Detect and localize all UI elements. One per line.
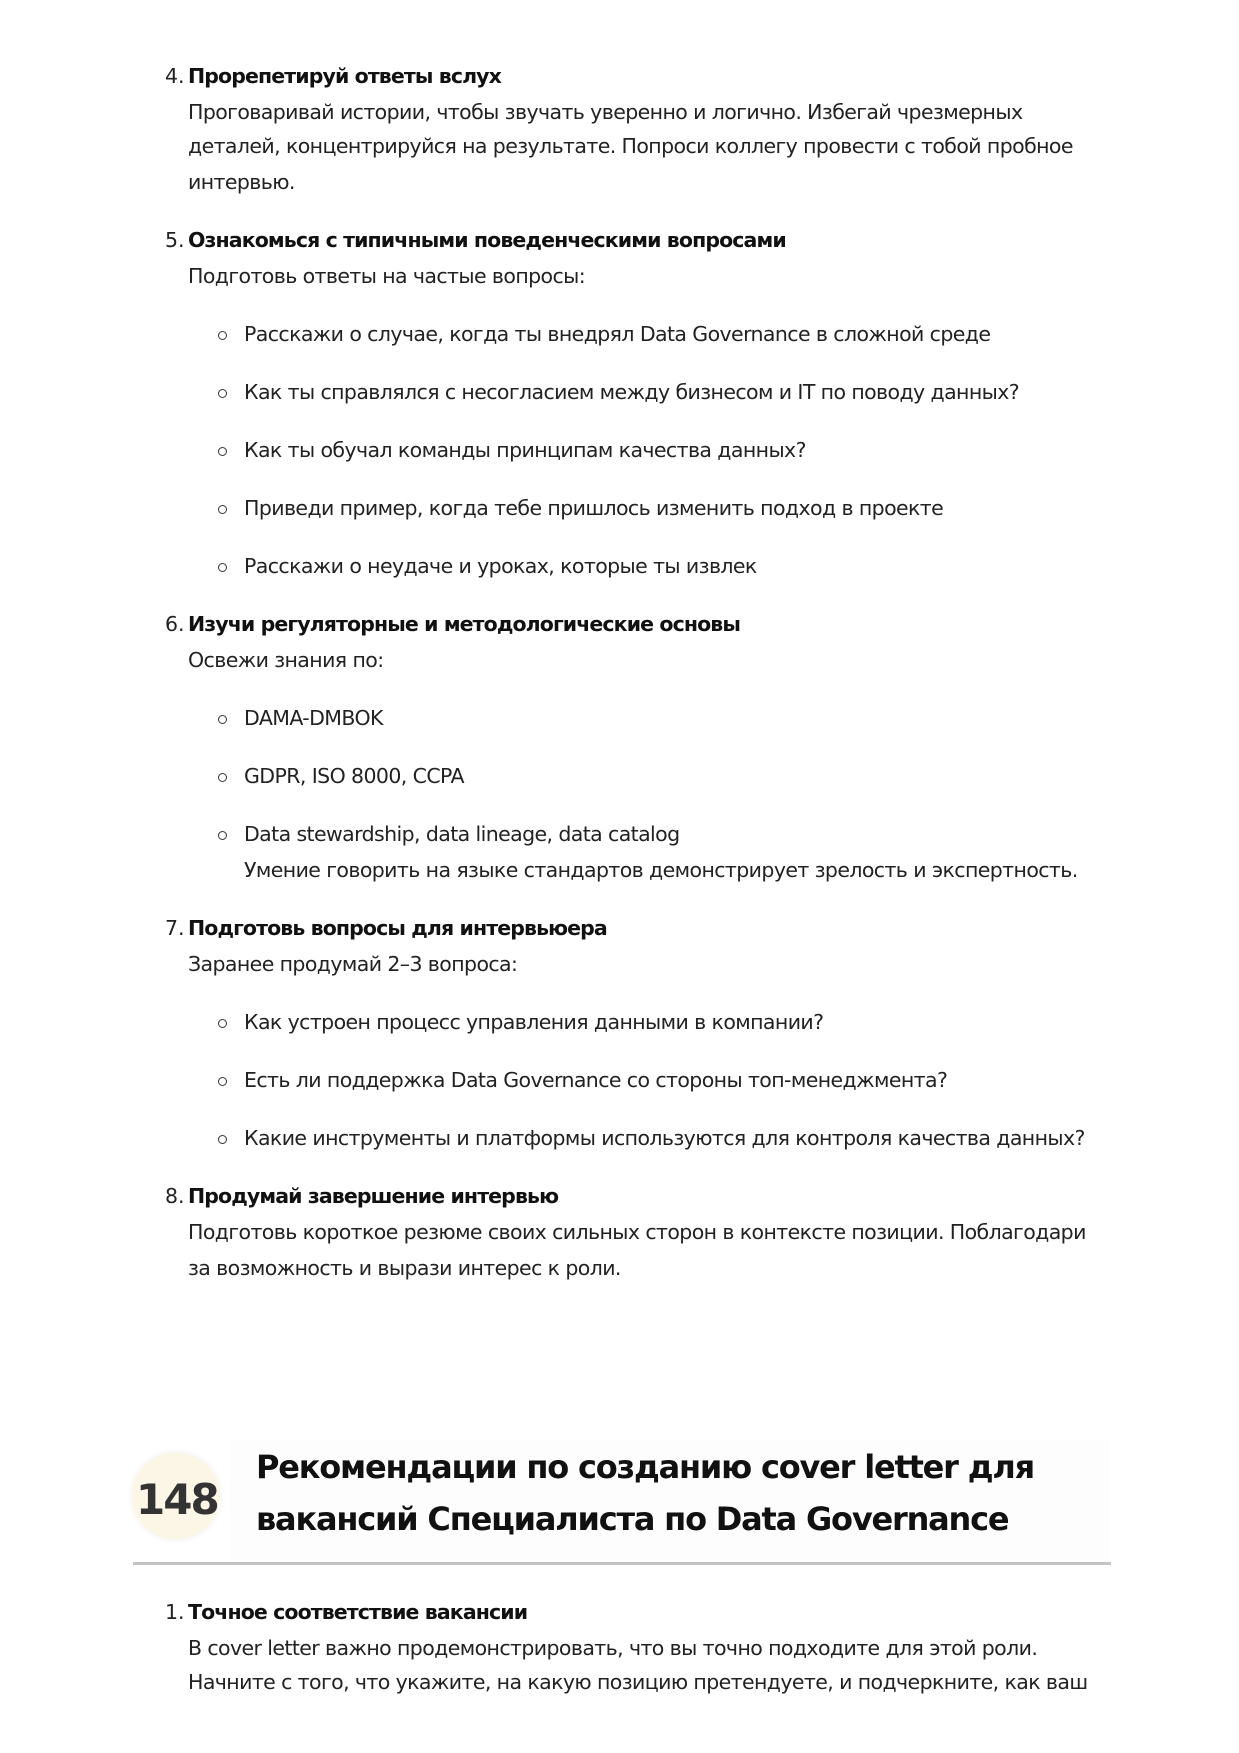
list-number: 5. <box>165 228 185 252</box>
list-item: Какие инструменты и платформы используются для контроля качества данных? <box>244 1126 1085 1150</box>
chapter-number: 148 <box>136 1475 218 1524</box>
list-item: Есть ли поддержка Data Governance со стороны топ-менеджмента? <box>244 1068 948 1092</box>
bullet-icon <box>218 1135 227 1144</box>
list-number: 6. <box>165 612 185 636</box>
paragraph-line: Умение говорить на языке стандартов демонстрирует зрелость и экспертность. <box>244 858 1078 882</box>
bullet-icon <box>218 1077 227 1086</box>
bullet-icon <box>218 389 227 398</box>
chapter-title-line-1: Рекомендации по созданию cover letter для <box>256 1448 1034 1486</box>
paragraph-line: деталей, концентрируйся на результате. Попроси коллегу провести с тобой пробное <box>188 134 1073 158</box>
list-item: Расскажи о случае, когда ты внедрял Data Governance в сложной среде <box>244 322 991 346</box>
list-item: Как ты обучал команды принципам качества данных? <box>244 438 806 462</box>
chapter-divider <box>133 1562 1111 1565</box>
list-item: Как ты справлялся с несогласием между бизнесом и IT по поводу данных? <box>244 380 1020 404</box>
paragraph-line: за возможность и вырази интерес к роли. <box>188 1256 621 1280</box>
chapter-title-line-2: вакансий Специалиста по Data Governance <box>256 1500 1009 1538</box>
paragraph-line: Подготовь ответы на частые вопросы: <box>188 264 586 288</box>
bullet-icon <box>218 505 227 514</box>
bullet-icon <box>218 1019 227 1028</box>
section-title: Продумай завершение интервью <box>188 1184 559 1208</box>
paragraph-line: В cover letter важно продемонстрировать, что вы точно подходите для этой роли. <box>188 1636 1038 1660</box>
paragraph-line: Заранее продумай 2–3 вопроса: <box>188 952 518 976</box>
list-number: 7. <box>165 916 185 940</box>
bullet-icon <box>218 831 227 840</box>
paragraph-line: Подготовь короткое резюме своих сильных сторон в контексте позиции. Поблагодари <box>188 1220 1086 1244</box>
paragraph-line: Освежи знания по: <box>188 648 384 672</box>
list-item: DAMA-DMBOK <box>244 706 383 730</box>
section-title: Изучи регуляторные и методологические основы <box>188 612 740 636</box>
list-item: Data stewardship, data lineage, data catalog <box>244 822 680 846</box>
list-item: Расскажи о неудаче и уроках, которые ты извлек <box>244 554 757 578</box>
bullet-icon <box>218 331 227 340</box>
section-title: Точное соответствие вакансии <box>188 1600 528 1624</box>
bullet-icon <box>218 715 227 724</box>
paragraph-line: Начните с того, что укажите, на какую позицию претендуете, и подчеркните, как ваш <box>188 1670 1088 1694</box>
bullet-icon <box>218 563 227 572</box>
list-number: 4. <box>165 64 185 88</box>
paragraph-line: интервью. <box>188 170 295 194</box>
section-title: Ознакомься с типичными поведенческими вопросами <box>188 228 786 252</box>
section-title: Подготовь вопросы для интервьюера <box>188 916 607 940</box>
list-item: GDPR, ISO 8000, CCPA <box>244 764 464 788</box>
list-number: 8. <box>165 1184 185 1208</box>
bullet-icon <box>218 447 227 456</box>
list-item: Как устроен процесс управления данными в компании? <box>244 1010 824 1034</box>
list-item: Приведи пример, когда тебе пришлось изменить подход в проекте <box>244 496 944 520</box>
list-number: 1. <box>165 1600 185 1624</box>
paragraph-line: Проговаривай истории, чтобы звучать уверенно и логично. Избегай чрезмерных <box>188 100 1023 124</box>
section-title: Прорепетируй ответы вслух <box>188 64 501 88</box>
bullet-icon <box>218 773 227 782</box>
